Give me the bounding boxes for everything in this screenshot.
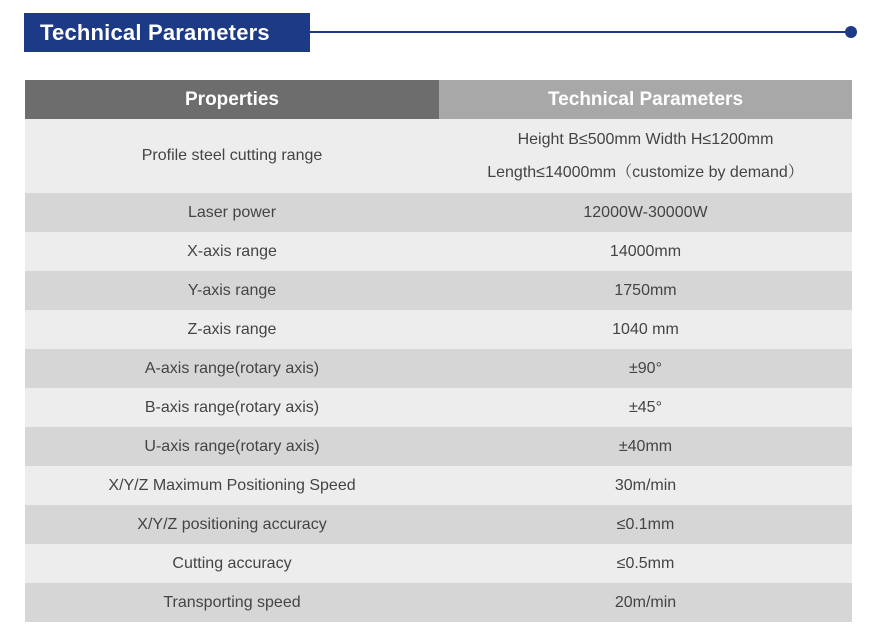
section-title-badge <box>24 13 310 52</box>
table-header-row <box>25 80 852 119</box>
value-cell: ±45° <box>439 388 852 427</box>
table-row <box>25 119 852 193</box>
table-row <box>25 193 852 232</box>
value-cell: 30m/min <box>439 466 852 505</box>
value-cell: 20m/min <box>439 583 852 622</box>
property-cell: X/Y/Z Maximum Positioning Speed <box>25 466 439 505</box>
property-cell: X/Y/Z positioning accuracy <box>25 505 439 544</box>
property-cell: Z-axis range <box>25 310 439 349</box>
table-row <box>25 427 852 466</box>
value-cell: ≤0.5mm <box>439 544 852 583</box>
value-cell: ±90° <box>439 349 852 388</box>
title-divider-line <box>310 31 850 33</box>
property-cell: Transporting speed <box>25 583 439 622</box>
property-cell: Cutting accuracy <box>25 544 439 583</box>
property-cell: Laser power <box>25 193 439 232</box>
property-cell: U-axis range(rotary axis) <box>25 427 439 466</box>
table-row <box>25 271 852 310</box>
value-line: Height B≤500mm Width H≤1200mm <box>517 131 774 148</box>
table-row <box>25 466 852 505</box>
value-cell: 14000mm <box>439 232 852 271</box>
property-cell: Y-axis range <box>25 271 439 310</box>
table-row <box>25 349 852 388</box>
value-cell <box>439 119 852 193</box>
value-cell: ≤0.1mm <box>439 505 852 544</box>
table-row <box>25 310 852 349</box>
value-cell: 12000W-30000W <box>439 193 852 232</box>
value-line: Length≤14000mm（customize by demand） <box>487 164 804 181</box>
column-header-parameters: Technical Parameters <box>439 80 852 119</box>
property-cell: X-axis range <box>25 232 439 271</box>
table-row <box>25 505 852 544</box>
title-divider-dot <box>845 26 857 38</box>
table-row <box>25 232 852 271</box>
property-cell: B-axis range(rotary axis) <box>25 388 439 427</box>
value-cell: ±40mm <box>439 427 852 466</box>
section-title: Technical Parameters <box>40 19 270 45</box>
table-row <box>25 544 852 583</box>
value-cell: 1750mm <box>439 271 852 310</box>
specs-table <box>25 80 852 622</box>
column-header-properties: Properties <box>25 80 439 119</box>
value-cell: 1040 mm <box>439 310 852 349</box>
property-cell: A-axis range(rotary axis) <box>25 349 439 388</box>
table-row <box>25 388 852 427</box>
property-cell: Profile steel cutting range <box>25 119 439 193</box>
table-row <box>25 583 852 622</box>
